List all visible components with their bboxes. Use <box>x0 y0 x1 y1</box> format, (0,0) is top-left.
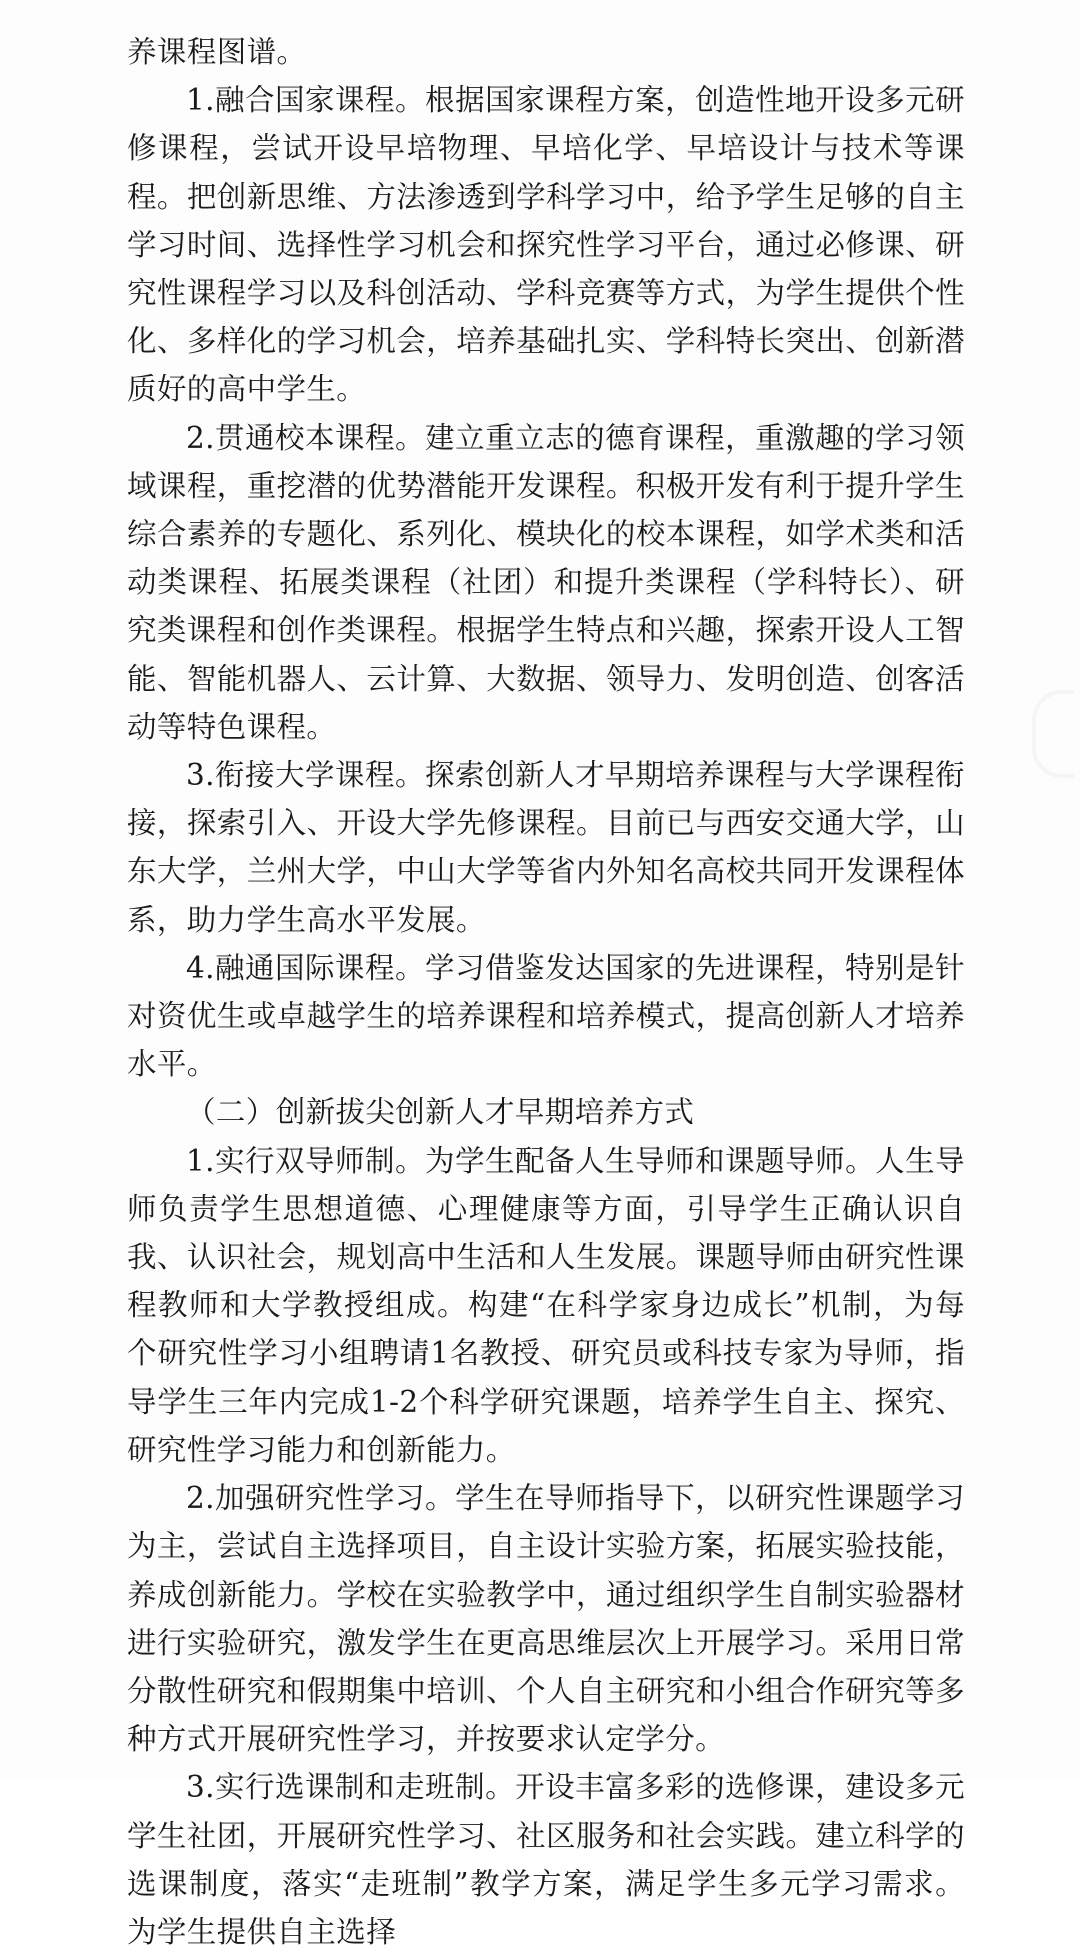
paragraph-school-curriculum: 2.贯通校本课程。建立重立志的德育课程，重激趣的学习领域课程，重挖潜的优势潜能开发课程。积极开发有利于提升学生综合素养的专题化、系列化、模块化的校本课程，如学术类和活动类课程、拓展类课程（社团）和提升类课程（学科特长）、研究类课程和创作类课程。根据学生特点和兴趣，探索开设人工智能、智能机器人、云计算、大数据、领导力、发明创造、创客活动等特色课程。 <box>127 420 965 744</box>
paragraph-university-curriculum: 3.衔接大学课程。探索创新人才早期培养课程与大学课程衔接，探索引入、开设大学先修课程。目前已与西安交通大学，山东大学，兰州大学，中山大学等省内外知名高校共同开发课程体系，助力学生高水平发展。 <box>127 758 965 937</box>
watermark-edge-icon <box>1032 690 1074 778</box>
paragraph-international-curriculum: 4.融通国际课程。学习借鉴发达国家的先进课程，特别是针对资优生或卓越学生的培养课程和培养模式，提高创新人才培养水平。 <box>127 950 965 1082</box>
paragraph-course-selection: 3.实行选课制和走班制。开设丰富多彩的选修课，建设多元学生社团，开展研究性学习、社区服务和社会实践。建立科学的选课制度，落实“走班制”教学方案，满足学生多元学习需求。为学生提供自主选择 <box>127 1770 965 1949</box>
paragraph-research-learning: 2.加强研究性学习。学生在导师指导下，以研究性课题学习为主，尝试自主选择项目，自主设计实验方案，拓展实验技能，养成创新能力。学校在实验教学中，通过组织学生自制实验器材进行实验研究，激发学生在更高思维层次上开展学习。采用日常分散性研究和假期集中培训、个人自主研究和小组合作研究等多种方式开展研究性学习，并按要求认定学分。 <box>127 1481 965 1757</box>
paragraph-dual-mentor: 1.实行双导师制。为学生配备人生导师和课题导师。人生导师负责学生思想道德、心理健康等方面，引导学生正确认识自我、认识社会，规划高中生活和人生发展。课题导师由研究性课程教师和大学教授组成。构建“在科学家身边成长”机制，为每个研究性学习小组聘请1名教授、研究员或科技专家为导师，指导学生三年内完成1-2个科学研究课题，培养学生自主、探究、研究性学习能力和创新能力。 <box>127 1143 965 1467</box>
paragraph-national-curriculum: 1.融合国家课程。根据国家课程方案，创造性地开设多元研修课程，尝试开设早培物理、早培化学、早培设计与技术等课程。把创新思维、方法渗透到学科学习中，给予学生足够的自主学习时间、选择性学习机会和探究性学习平台，通过必修课、研究性课程学习以及科创活动、学科竞赛等方式，为学生提供个性化、多样化的学习机会，培养基础扎实、学科特长突出、创新潜质好的高中学生。 <box>127 83 965 407</box>
paragraph-continuation: 养课程图谱。 <box>127 35 307 69</box>
document-body <box>127 28 965 1956</box>
section-heading: （二）创新拔尖创新人才早期培养方式 <box>186 1095 695 1130</box>
